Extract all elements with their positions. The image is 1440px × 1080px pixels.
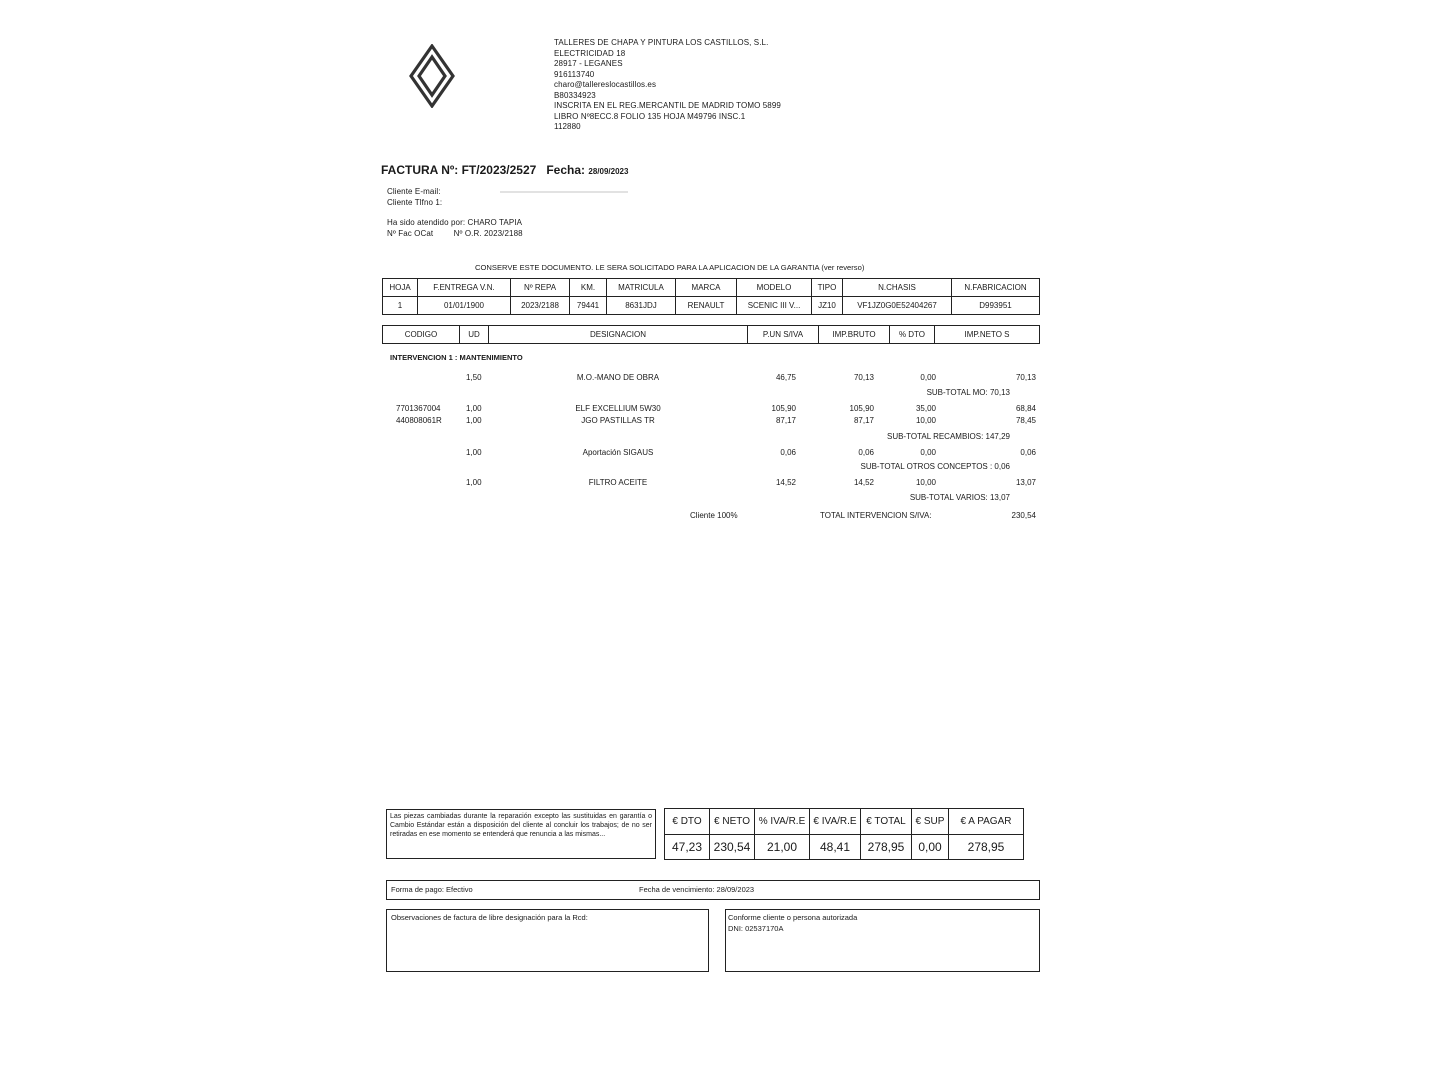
disclaimer-box xyxy=(386,809,656,859)
vehicle-header-cell: N.CHASIS xyxy=(843,279,952,297)
payment-box xyxy=(386,880,1040,900)
vehicle-value-cell: 1 xyxy=(383,297,418,315)
line-bruto: 14,52 xyxy=(853,478,874,487)
line-dto: 0,00 xyxy=(920,448,936,457)
invoice-title xyxy=(381,163,628,177)
cliente-percentage: Cliente 100% xyxy=(690,511,738,520)
subtotal-mo: SUB-TOTAL MO: 70,13 xyxy=(926,388,1010,397)
line-pun: 105,90 xyxy=(771,404,796,413)
line-dto: 10,00 xyxy=(915,416,936,425)
client-phone-label: Cliente Tlfno 1: xyxy=(387,197,443,207)
totals-value-row xyxy=(665,835,1024,860)
line-desc: FILTRO ACEITE xyxy=(588,478,648,487)
vehicle-value-cell: 2023/2188 xyxy=(511,297,570,315)
subtotal-recambios: SUB-TOTAL RECAMBIOS: 147,29 xyxy=(886,432,1010,441)
line-dto: 10,00 xyxy=(915,478,936,487)
vehicle-value-cell: RENAULT xyxy=(676,297,737,315)
intervention-total-value: 230,54 xyxy=(1011,511,1036,520)
or-number: Nº O.R. 2023/2188 xyxy=(453,228,523,238)
line-ud: 1,00 xyxy=(466,448,482,457)
line-neto: 13,07 xyxy=(1015,478,1036,487)
line-pun: 46,75 xyxy=(775,373,796,382)
invoice-number: FACTURA Nº: FT/2023/2527 xyxy=(381,163,537,177)
lines-header-cell: P.UN S/IVA xyxy=(748,326,819,344)
line-neto: 0,06 xyxy=(1020,448,1036,457)
line-dto: 35,00 xyxy=(915,404,936,413)
line-code: 7701367004 xyxy=(396,404,441,413)
totals-table xyxy=(664,808,1024,860)
totals-header-row xyxy=(665,809,1024,835)
line-bruto: 105,90 xyxy=(849,404,874,413)
company-line: B80334923 xyxy=(554,90,596,100)
renault-diamond-logo xyxy=(406,44,458,108)
vehicle-header-row xyxy=(383,279,1040,297)
line-desc: JGO PASTILLAS TR xyxy=(581,416,655,425)
line-ud: 1,00 xyxy=(466,404,482,413)
company-line: 916113740 xyxy=(554,69,595,79)
lines-header-cell: CODIGO xyxy=(383,326,460,344)
payment-method: Forma de pago: Efectivo xyxy=(391,885,473,894)
company-line: charo@tallereslocastillos.es xyxy=(554,80,657,89)
line-pun: 0,06 xyxy=(780,448,796,457)
line-desc: M.O.-MANO DE OBRA xyxy=(576,373,660,382)
line-desc: ELF EXCELLIUM 5W30 xyxy=(575,404,661,413)
totals-header-cell: % IVA/R.E xyxy=(755,809,810,835)
totals-value-cell: 278,95 xyxy=(861,835,912,860)
conforme-dni: DNI: 02537170A xyxy=(728,924,784,933)
client-email-label: Cliente E-mail: xyxy=(387,187,441,196)
payment-due-date: Fecha de vencimiento: 28/09/2023 xyxy=(639,885,755,894)
company-line: ELECTRICIDAD 18 xyxy=(554,48,626,58)
vehicle-header-cell: MATRICULA xyxy=(607,279,676,297)
observations-label: Observaciones de factura de libre designación para la Rcd: xyxy=(391,913,588,922)
fecha-value: 28/09/2023 xyxy=(588,167,629,176)
vehicle-header-cell: KM. xyxy=(570,279,607,297)
lines-header-cell: IMP.BRUTO xyxy=(819,326,890,344)
vehicle-value-cell: 01/01/1900 xyxy=(418,297,511,315)
line-bruto: 70,13 xyxy=(853,373,874,382)
fecha-label: Fecha: xyxy=(546,163,586,177)
vehicle-header-cell: HOJA xyxy=(383,279,418,297)
disclaimer-text: Las piezas cambiadas durante la reparación excepto las sustituidas en garantía o Cambio Estándar están a disposición del cliente al concluir los trabajos; de no ser retiradas en ese momento se entenderá que renuncia a las mismas... xyxy=(390,813,652,838)
totals-value-cell: 21,00 xyxy=(755,835,810,860)
vehicle-value-row xyxy=(383,297,1040,315)
company-line: 112880 xyxy=(554,122,581,131)
attended-by: Ha sido atendido por: CHARO TAPIA xyxy=(387,218,523,227)
lines-header-cell: IMP.NETO S xyxy=(935,326,1040,344)
vehicle-header-cell: TIPO xyxy=(812,279,843,297)
line-pun: 14,52 xyxy=(775,478,796,487)
line-ud: 1,00 xyxy=(466,478,482,487)
vehicle-header-cell: MODELO xyxy=(737,279,812,297)
lines-header-cell: % DTO xyxy=(890,326,935,344)
company-line: 28917 - LEGANES xyxy=(554,59,623,68)
vehicle-table xyxy=(382,278,1040,315)
company-line: TALLERES DE CHAPA Y PINTURA LOS CASTILLOS, S.L. xyxy=(554,38,769,47)
lines-header-table xyxy=(382,325,1040,344)
line-neto: 70,13 xyxy=(1015,373,1036,382)
vehicle-value-cell: SCENIC III V... xyxy=(737,297,812,315)
totals-header-cell: € A PAGAR xyxy=(949,809,1024,835)
conforme-label: Conforme cliente o persona autorizada xyxy=(728,913,858,922)
vehicle-value-cell: VF1JZ0G0E52404267 xyxy=(843,297,952,315)
totals-value-cell: 48,41 xyxy=(810,835,861,860)
totals-header-cell: € DTO xyxy=(665,809,710,835)
line-ud: 1,00 xyxy=(466,416,482,425)
company-info xyxy=(554,38,781,133)
fac-ocat-label: Nº Fac OCat xyxy=(387,228,434,238)
line-dto: 0,00 xyxy=(920,373,936,382)
company-line: LIBRO Nº8ECC.8 FOLIO 135 HOJA M49796 INSC.1 xyxy=(554,111,746,121)
totals-value-cell: 278,95 xyxy=(949,835,1024,860)
vehicle-value-cell: 8631JDJ xyxy=(607,297,676,315)
line-ud: 1,50 xyxy=(466,373,482,382)
totals-header-cell: € TOTAL xyxy=(861,809,912,835)
line-bruto: 87,17 xyxy=(853,416,874,425)
line-neto: 78,45 xyxy=(1015,416,1036,425)
lines-header-cell: UD xyxy=(460,326,489,344)
totals-header-cell: € IVA/R.E xyxy=(810,809,861,835)
subtotal-varios: SUB-TOTAL VARIOS: 13,07 xyxy=(909,493,1010,502)
warranty-notice: CONSERVE ESTE DOCUMENTO. LE SERA SOLICITADO PARA LA APLICACION DE LA GARANTIA (ver reverso) xyxy=(475,263,865,272)
subtotal-otros: SUB-TOTAL OTROS CONCEPTOS : 0,06 xyxy=(860,462,1010,471)
company-line: INSCRITA EN EL REG.MERCANTIL DE MADRID TOMO 5899 xyxy=(554,101,781,110)
client-info xyxy=(387,187,442,208)
vehicle-value-cell: 79441 xyxy=(570,297,607,315)
vehicle-value-cell: JZ10 xyxy=(812,297,843,315)
totals-header-cell: € NETO xyxy=(710,809,755,835)
intervention-title: INTERVENCION 1 : MANTENIMIENTO xyxy=(390,353,523,362)
totals-value-cell: 0,00 xyxy=(912,835,949,860)
vehicle-header-cell: MARCA xyxy=(676,279,737,297)
totals-header-cell: € SUP xyxy=(912,809,949,835)
lines-header-cell: DESIGNACION xyxy=(489,326,748,344)
conforme-box xyxy=(725,909,1040,972)
line-bruto: 0,06 xyxy=(858,448,874,457)
totals-value-cell: 47,23 xyxy=(665,835,710,860)
vehicle-header-cell: F.ENTREGA V.N. xyxy=(418,279,511,297)
line-neto: 68,84 xyxy=(1015,404,1036,413)
observations-box xyxy=(386,909,709,972)
lines-header-row xyxy=(383,326,1040,344)
totals-value-cell: 230,54 xyxy=(710,835,755,860)
line-code: 440808061R xyxy=(396,416,442,425)
line-pun: 87,17 xyxy=(775,416,796,425)
attended-info xyxy=(387,218,523,239)
vehicle-header-cell: N.FABRICACION xyxy=(952,279,1040,297)
client-email-redacted xyxy=(500,191,628,193)
intervention-total-label: TOTAL INTERVENCION S/IVA: xyxy=(820,511,932,520)
vehicle-header-cell: Nº REPA xyxy=(511,279,570,297)
vehicle-value-cell: D993951 xyxy=(952,297,1040,315)
line-desc: Aportación SIGAUS xyxy=(582,448,654,457)
